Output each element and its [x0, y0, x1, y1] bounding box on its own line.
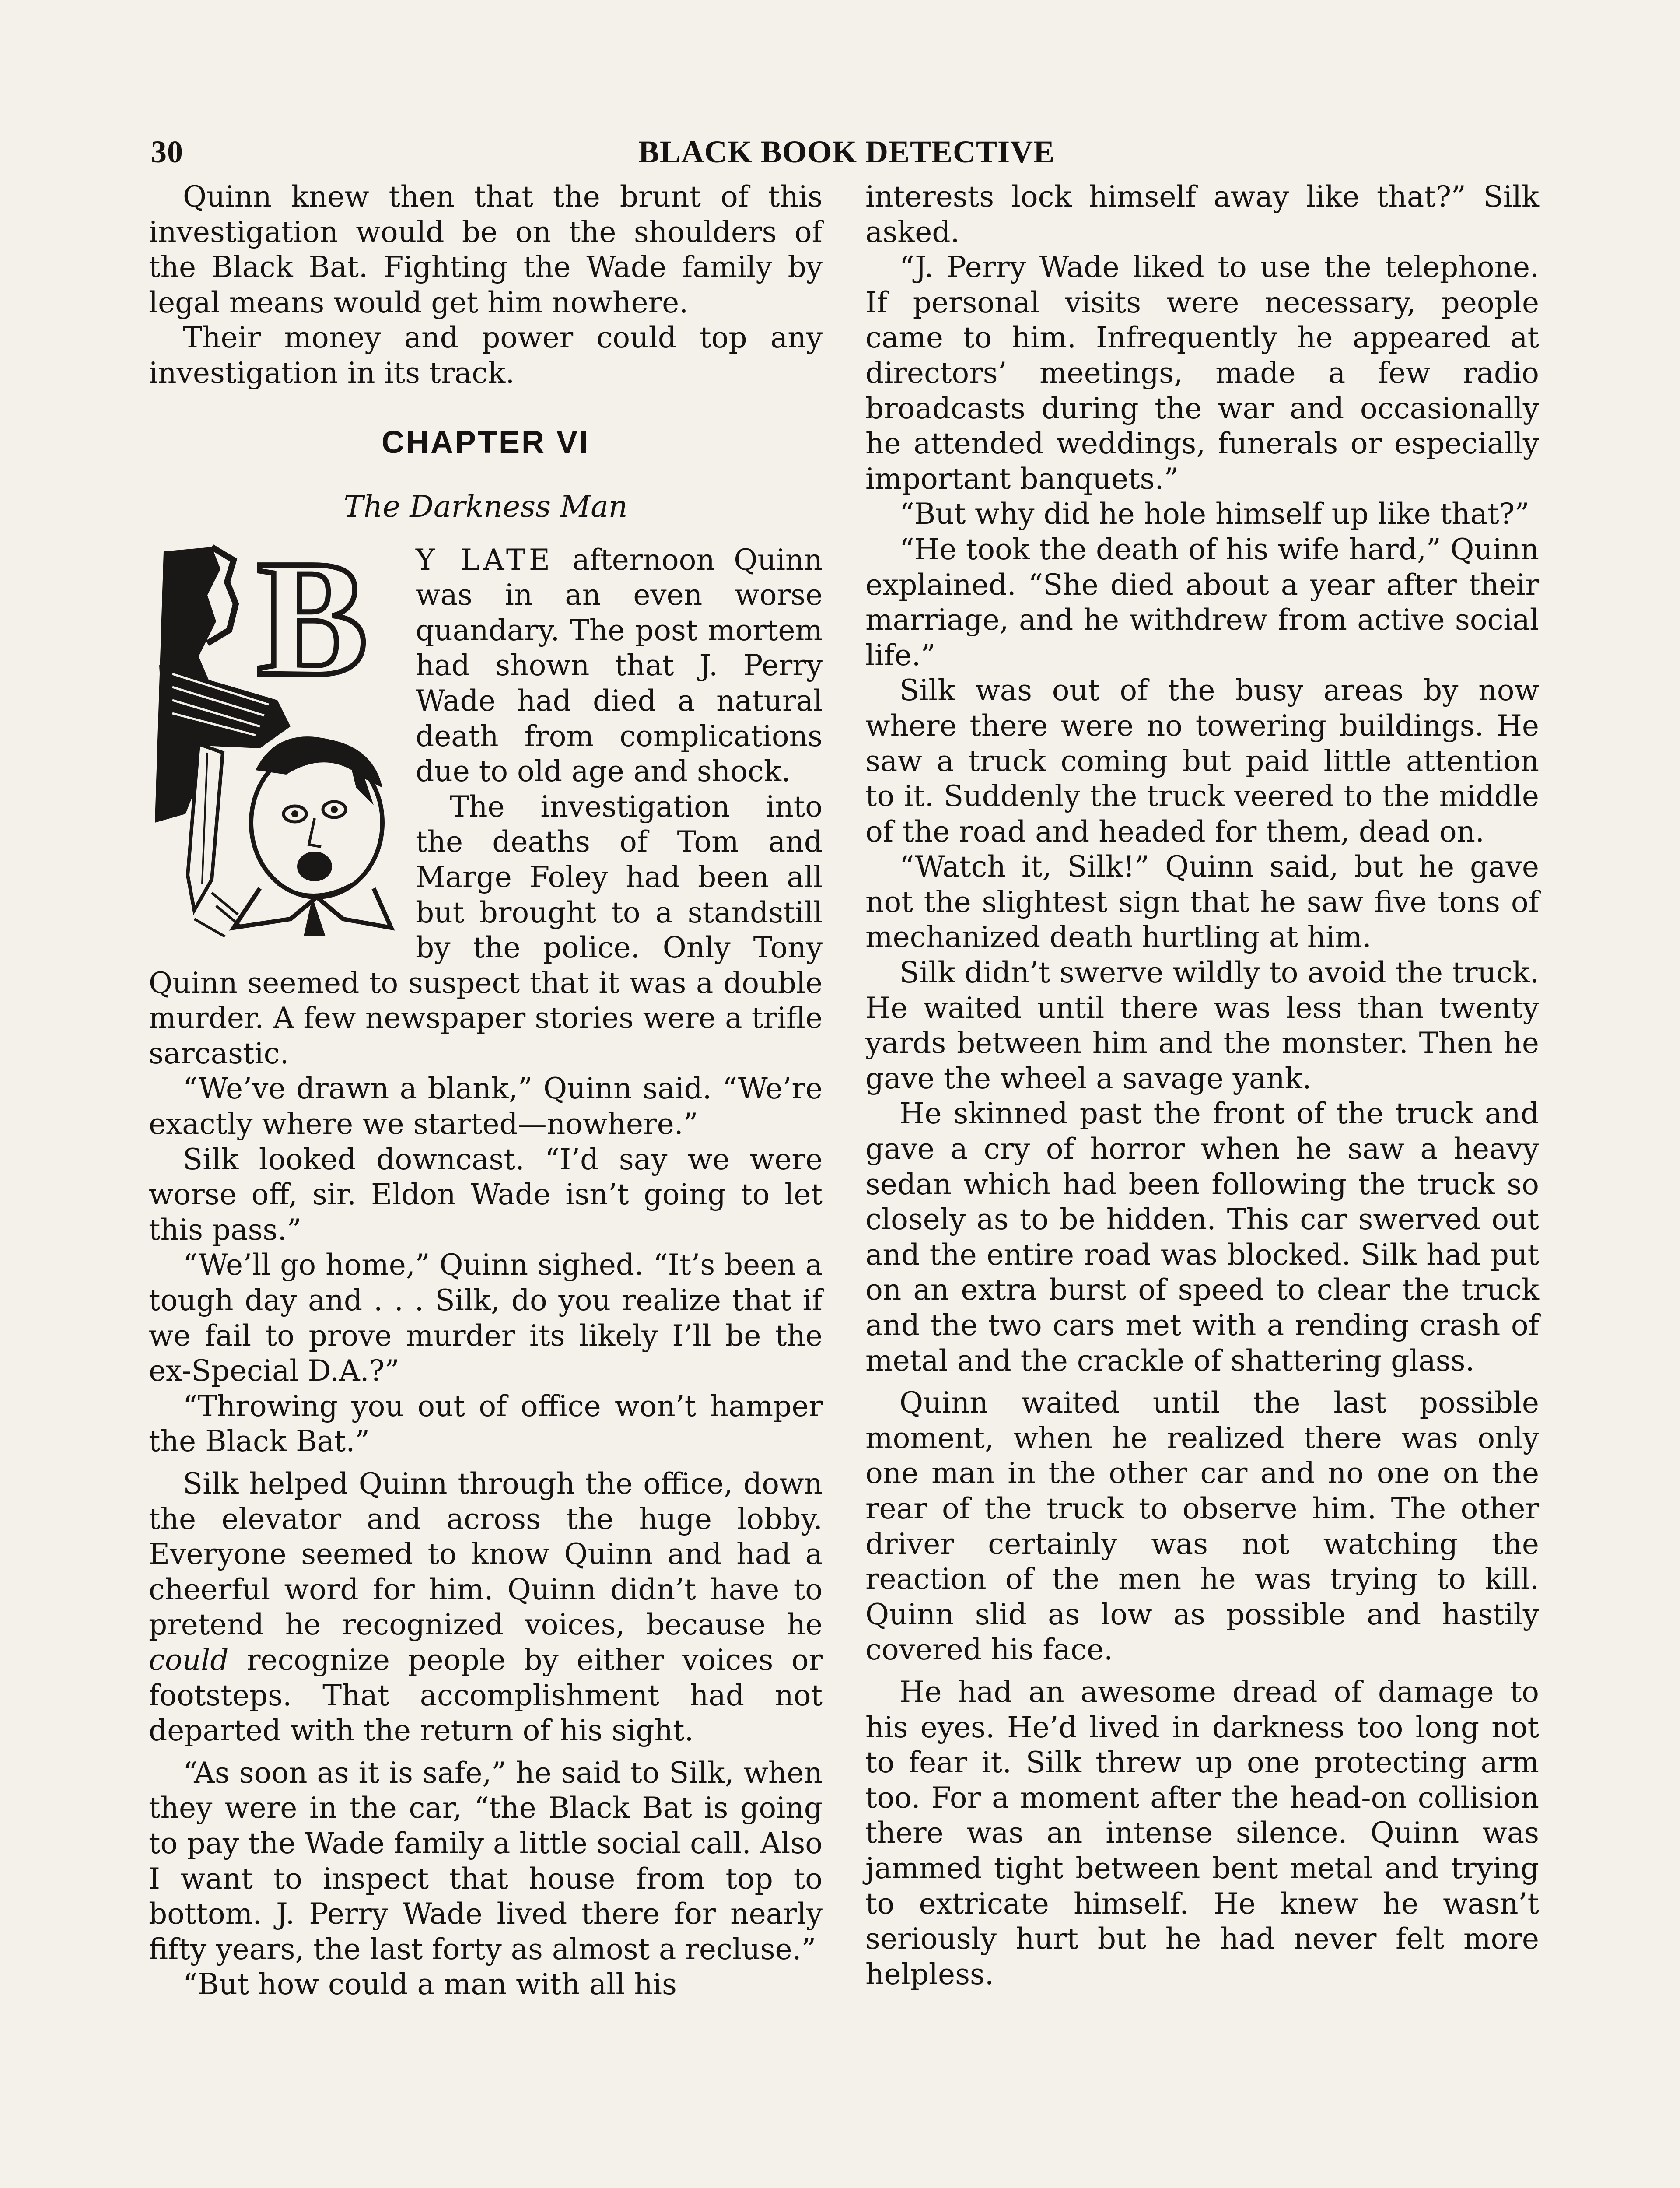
- paragraph: Silk didn’t swerve wildly to avoid the truck. He waited until there was less than twenty yards between him and the monster. Then he gave the wheel a savage yank.: [865, 956, 1539, 1095]
- page-header: [151, 134, 1542, 173]
- right-column: [865, 179, 1539, 1992]
- paragraph: Silk looked downcast. “I’d say we were worse off, sir. Eldon Wade isn’t going to let this pass.”: [149, 1142, 822, 1247]
- paragraph: “As soon as it is safe,” he said to Silk, when they were in the car, “the Black Bat is going to pay the Wade family a little social call. Also I want to inspect that house from top to bottom. J. Perry Wade lived there for nearly fifty years, the last forty as almost a recluse.”: [149, 1756, 822, 1966]
- chapter-subtitle: The Darkness Man: [343, 489, 628, 524]
- chapter-heading: CHAPTER VI: [381, 424, 590, 460]
- paragraph: “He took the death of his wife hard,” Quinn explained. “She died about a year after their marriage, and he withdrew from active social life.”: [865, 532, 1539, 672]
- paragraph: “Throwing you out of office won’t hamper the Black Bat.”: [149, 1389, 822, 1459]
- paragraph: He had an awesome dread of damage to his eyes. He’d lived in darkness too long not to fear it. Silk threw up one protecting arm too. For a moment after the head-on collision there was an intense silence. Quinn was jammed tight between bent metal and trying to extricate himself. He knew he wasn’t seriously hurt but he had never felt more helpless.: [865, 1675, 1539, 1991]
- left-column: [149, 179, 822, 2002]
- paragraph: Quinn knew then that the brunt of this investigation would be on the shoulders of the Black Bat. Fighting the Wade family by legal means would get him nowhere.: [149, 180, 822, 319]
- paragraph: The investigation into the deaths of Tom and Marge Foley had been all but brought to a standstill by the police. Only Tony Quinn seemed to suspect that it was a double murder. A few newspaper stories were a trifle sarcastic.: [149, 789, 822, 1070]
- paragraph: Quinn waited until the last possible moment, when he realized there was only one man in the other car and no one on the rear of the truck to observe him. The other driver certainly was not watching the reaction of the men he was trying to kill. Quinn slid as low as possible and hastily covered his face.: [865, 1386, 1539, 1667]
- emphasis-text: could: [149, 1643, 229, 1677]
- first-paragraph-lead: Y LATE: [416, 543, 554, 577]
- paragraph: Their money and power could top any investigation in its track.: [149, 321, 822, 390]
- paragraph: Silk was out of the busy areas by now where there were no towering buildings. He saw a truck coming but paid little attention to it. Suddenly the truck veered to the middle of the road and headed for them, dead on.: [865, 673, 1539, 849]
- dropcap-illustration: [146, 543, 400, 941]
- paragraph-continuation: interests lock himself away like that?” Silk asked.: [865, 180, 1539, 249]
- running-title: BLACK BOOK DETECTIVE: [638, 134, 1055, 169]
- paragraph: He skinned past the front of the truck and gave a cry of horror when he saw a heavy sedan which had been following the truck so closely as to be hidden. This car swerved out and the entire road was blocked. Silk had put on an extra burst of speed to clear the truck and the two cars met with a rending crash of metal and the crackle of shattering glass.: [865, 1097, 1539, 1378]
- paragraph: [149, 1466, 822, 1749]
- paragraph: “We’ve drawn a blank,” Quinn said. “We’re exactly where we started—nowhere.”: [149, 1072, 822, 1141]
- paragraph: “We’ll go home,” Quinn sighed. “It’s been a tough day and . . . Silk, do you realize that if we fail to prove murder its likely I’ll be the ex-Special D.A.?”: [149, 1248, 822, 1388]
- paragraph-text: Silk helped Quinn through the office, down the elevator and across the huge lobby. Everyone seemed to know Quinn and had a cheerful word for him. Quinn didn’t have to pretend he recognized voices, because he: [149, 1467, 822, 1642]
- paragraph: “But why did he hole himself up like that?”: [900, 497, 1530, 531]
- dropcap-letter: B: [257, 542, 368, 710]
- first-paragraph-text: afternoon Quinn was in an even worse quandary. The post mortem had shown that J. Perry Wade had died a natural death from complications due to old age and shock.: [416, 543, 822, 789]
- paragraph: “Watch it, Silk!” Quinn said, but he gave not the slightest sign that he saw five tons of mechanized death hurtling at him.: [865, 850, 1539, 954]
- page-number: 30: [151, 134, 183, 169]
- paragraph-text: recognize people by either voices or footsteps. That accomplishment had not departed with the return of his sight.: [149, 1643, 822, 1748]
- paragraph: “J. Perry Wade liked to use the telephone. If personal visits were necessary, people came to him. Infrequently he appeared at directors’ meetings, made a few radio broadcasts during the war and occasionally he attended weddings, funerals or especially important banquets.”: [865, 250, 1539, 496]
- paragraph: “But how could a man with all his: [183, 1967, 677, 2002]
